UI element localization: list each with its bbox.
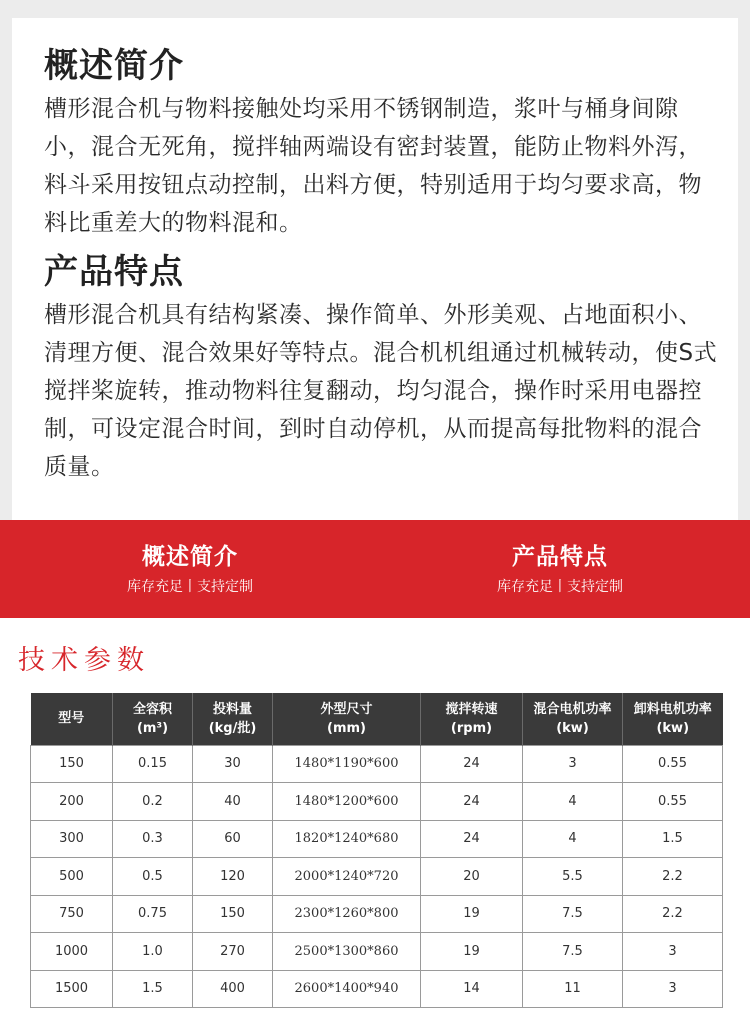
table-cell: 0.75	[113, 895, 193, 933]
table-cell: 19	[421, 895, 523, 933]
table-header-cell	[113, 693, 193, 745]
table-cell: 150	[193, 895, 273, 933]
table-cell: 24	[421, 783, 523, 821]
table-cell: 0.15	[113, 745, 193, 783]
header-unit: (mm)	[327, 720, 366, 736]
table-cell: 150	[31, 745, 113, 783]
table-row	[31, 970, 723, 1008]
intro-title: 概述简介	[44, 46, 184, 86]
table-cell: 2000*1240*720	[273, 858, 421, 896]
header-unit: (kw)	[556, 720, 589, 736]
table-header-cell	[193, 693, 273, 745]
header-label: 外型尺寸	[320, 701, 373, 717]
header-label: 型号	[58, 711, 85, 727]
table-cell: 14	[421, 970, 523, 1008]
table-cell: 2500*1300*860	[273, 933, 421, 971]
spec-table	[30, 693, 723, 1008]
table-cell: 0.2	[113, 783, 193, 821]
table-cell: 300	[31, 820, 113, 858]
table-cell: 4	[523, 820, 623, 858]
table-header-cell	[523, 693, 623, 745]
header-unit: (kw)	[656, 720, 690, 736]
table-cell: 40	[193, 783, 273, 821]
table-cell: 60	[193, 820, 273, 858]
table-row	[31, 895, 723, 933]
header-unit: (rpm)	[450, 720, 493, 736]
table-cell: 120	[193, 858, 273, 896]
table-cell: 0.55	[623, 783, 723, 821]
table-header-cell	[421, 693, 523, 745]
table-cell: 24	[421, 820, 523, 858]
table-row	[31, 745, 723, 783]
banner-intro-subtitle: 库存充足丨支持定制	[127, 579, 253, 595]
table-cell: 30	[193, 745, 273, 783]
table-cell: 0.3	[113, 820, 193, 858]
table-cell: 3	[623, 970, 723, 1008]
header-label: 全容积	[132, 701, 172, 717]
table-cell: 19	[421, 933, 523, 971]
table-cell: 7.5	[523, 895, 623, 933]
header-label: 投料量	[212, 701, 252, 717]
table-cell: 2.2	[623, 895, 723, 933]
table-cell: 1.0	[113, 933, 193, 971]
table-header-cell	[623, 693, 723, 745]
table-cell: 0.55	[623, 745, 723, 783]
table-cell: 11	[523, 970, 623, 1008]
table-cell: 750	[31, 895, 113, 933]
features-title: 产品特点	[44, 252, 184, 292]
table-cell: 3	[623, 933, 723, 971]
table-cell: 4	[523, 783, 623, 821]
intro-text: 槽形混合机与物料接触处均采用不锈钢制造，浆叶与桶身间隙小，混合无死角，搅拌轴两端设有密封装置，能防止物料外泻，料斗采用按钮点动控制，出料方便，特别适用于均匀要求高，物料比重差大的物料混和。	[44, 96, 702, 236]
spec-table-wrap	[30, 693, 722, 1008]
table-cell: 3	[523, 745, 623, 783]
table-cell: 2600*1400*940	[273, 970, 421, 1008]
table-row	[31, 858, 723, 896]
table-row	[31, 820, 723, 858]
table-header-cell	[31, 693, 113, 745]
table-cell: 1.5	[623, 820, 723, 858]
banner-features-title: 产品特点	[512, 544, 608, 570]
table-cell: 1480*1190*600	[273, 745, 421, 783]
table-cell: 1000	[31, 933, 113, 971]
table-cell: 1820*1240*680	[273, 820, 421, 858]
table-cell: 2300*1260*800	[273, 895, 421, 933]
table-cell: 20	[421, 858, 523, 896]
banner-intro-title: 概述简介	[142, 544, 238, 570]
table-row	[31, 783, 723, 821]
header-unit: (kg/批)	[208, 720, 257, 736]
table-row	[31, 933, 723, 971]
intro-card	[12, 18, 738, 520]
header-label: 卸料电机功率	[633, 701, 712, 717]
table-cell: 400	[193, 970, 273, 1008]
table-cell: 200	[31, 783, 113, 821]
header-unit: (m³)	[136, 720, 169, 736]
table-cell: 24	[421, 745, 523, 783]
table-cell: 1500	[31, 970, 113, 1008]
table-header-cell	[273, 693, 421, 745]
table-header-row	[31, 693, 723, 745]
table-body	[31, 745, 723, 1008]
banner-features-subtitle: 库存充足丨支持定制	[497, 579, 623, 595]
banner-features-link[interactable]	[440, 540, 680, 598]
tech-params-title: 技术参数	[18, 645, 150, 676]
table-cell: 7.5	[523, 933, 623, 971]
table-cell: 500	[31, 858, 113, 896]
features-text: 槽形混合机具有结构紧凑、操作简单、外形美观、占地面积小、清理方便、混合效果好等特点。混合机机组通过机械转动，使S式搅拌桨旋转，推动物料往复翻动，均匀混合，操作时采用电器控制，可设定混合时间，到时自动停机，从而提高每批物料的混合质量。	[44, 302, 718, 480]
red-banner	[0, 520, 750, 618]
table-cell: 270	[193, 933, 273, 971]
table-cell: 1.5	[113, 970, 193, 1008]
header-label: 搅拌转速	[445, 701, 498, 717]
table-cell: 5.5	[523, 858, 623, 896]
table-cell: 1480*1200*600	[273, 783, 421, 821]
table-cell: 2.2	[623, 858, 723, 896]
header-label: 混合电机功率	[533, 701, 612, 717]
banner-intro-link[interactable]	[70, 540, 310, 598]
table-cell: 0.5	[113, 858, 193, 896]
